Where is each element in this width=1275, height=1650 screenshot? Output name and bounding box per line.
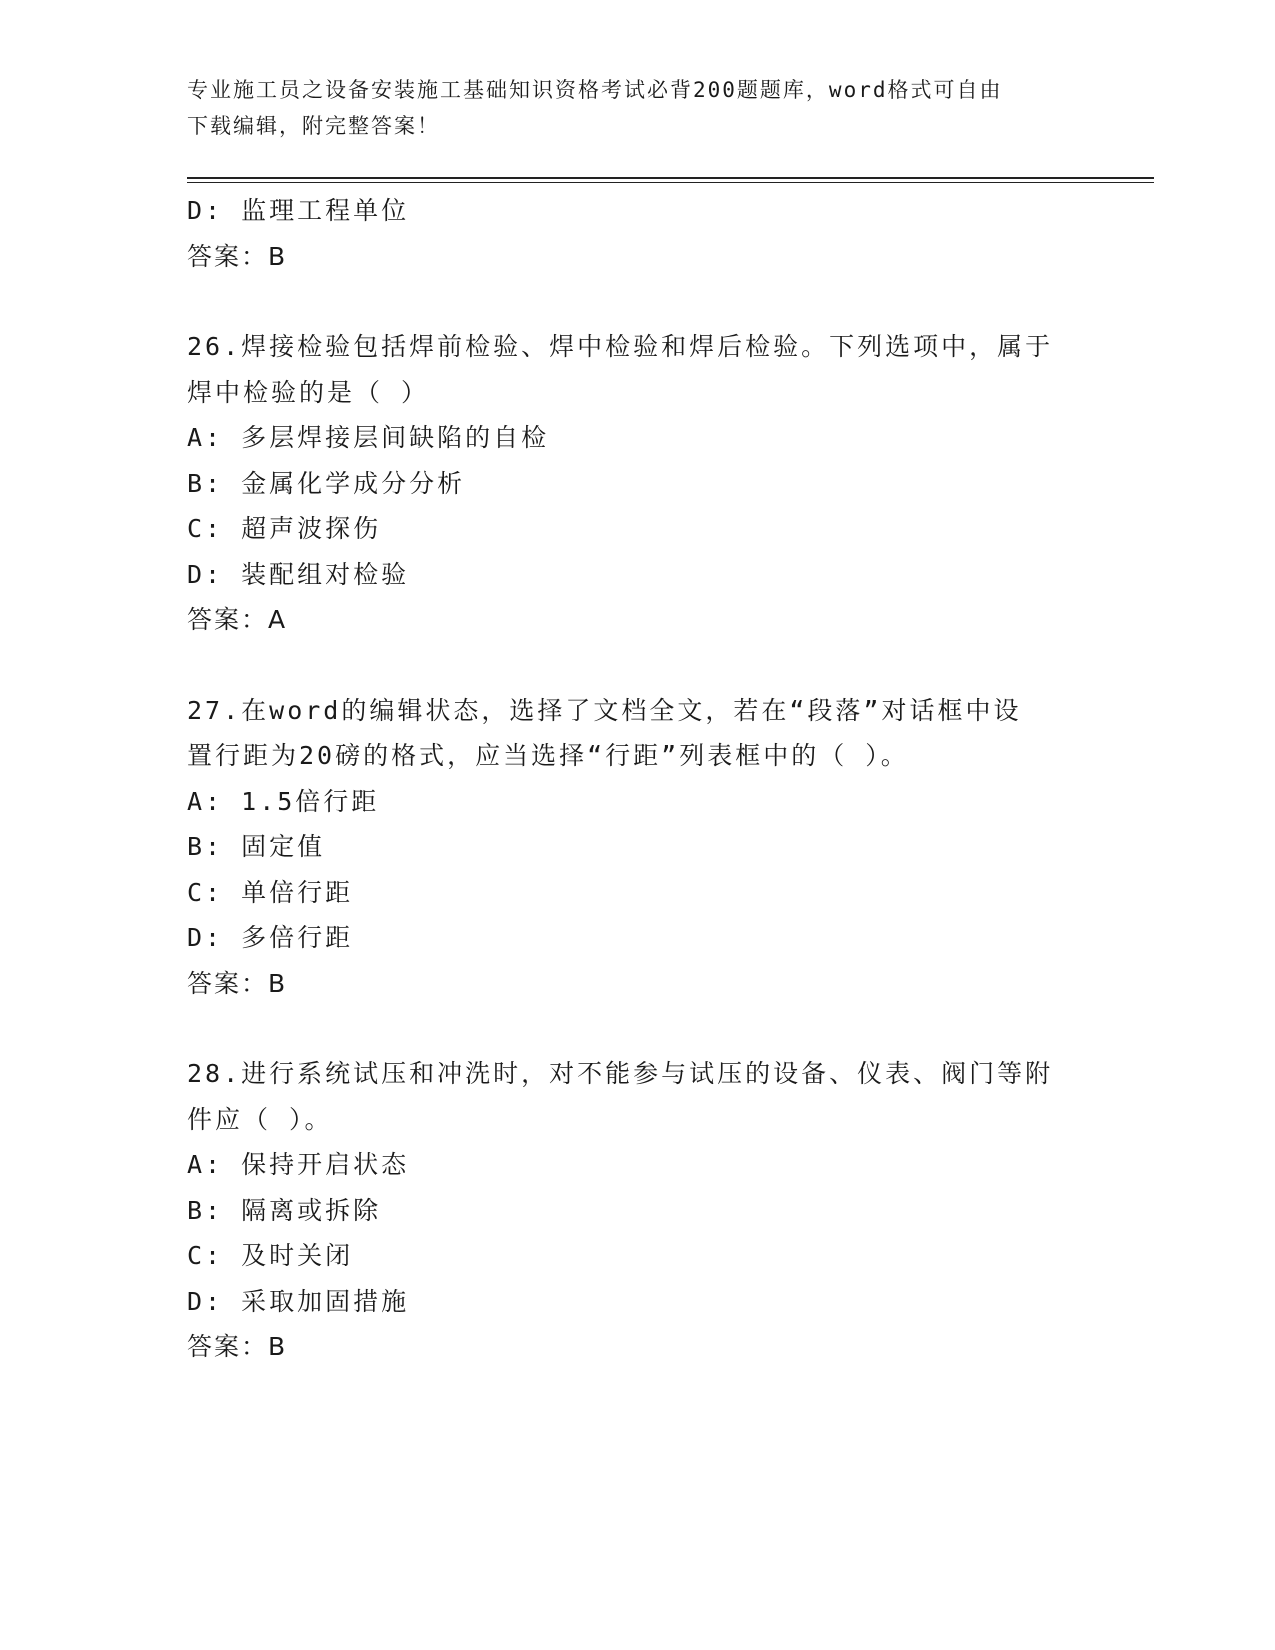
question-stem-cont: 置行距为20磅的格式，应当选择“行距”列表框中的（ ）。 xyxy=(187,741,909,770)
option-a: A: 1.5倍行距 xyxy=(187,786,380,816)
question-stem: 26.焊接检验包括焊前检验、焊中检验和焊后检验。下列选项中，属于 xyxy=(187,332,1054,361)
answer-line: 答案：B xyxy=(187,241,288,271)
option-c: C: 单倍行距 xyxy=(187,877,354,907)
option-d: D: 装配组对检验 xyxy=(187,559,410,589)
spacer xyxy=(187,643,1087,688)
question-stem: 27.在word的编辑状态，选择了文档全文，若在“段落”对话框中设 xyxy=(187,695,1022,725)
header-rule-thick xyxy=(187,177,1154,179)
answer-line: 答案：A xyxy=(187,605,288,634)
question-stem: 28.进行系统试压和冲洗时，对不能参与试压的设备、仪表、阀门等附 xyxy=(187,1059,1054,1088)
page-header xyxy=(187,72,1067,144)
option-d: D: 多倍行距 xyxy=(187,923,354,952)
option-c: C: 超声波探伤 xyxy=(187,514,382,543)
spacer xyxy=(187,279,1087,324)
question-block-25-tail xyxy=(187,188,1087,279)
question-block-27 xyxy=(187,688,1087,1007)
option-d: D: 采取加固措施 xyxy=(187,1286,410,1316)
option-c: C: 及时关闭 xyxy=(187,1241,354,1270)
header-line-2: 下载编辑，附完整答案！ xyxy=(187,114,440,138)
document-body xyxy=(187,188,1087,1370)
question-block-26 xyxy=(187,324,1087,643)
option-d: D: 监理工程单位 xyxy=(187,196,410,225)
answer-line: 答案：B xyxy=(187,968,288,998)
answer-line: 答案：B xyxy=(187,1332,288,1361)
question-block-28 xyxy=(187,1051,1087,1370)
question-stem-cont: 焊中检验的是（ ） xyxy=(187,377,430,407)
header-rule-thin xyxy=(187,182,1154,183)
spacer xyxy=(187,1006,1087,1051)
option-a: A: 多层焊接层间缺陷的自检 xyxy=(187,423,550,452)
header-line-1: 专业施工员之设备安装施工基础知识资格考试必背200题题库，word格式可自由 xyxy=(187,78,1003,102)
option-a: A: 保持开启状态 xyxy=(187,1150,410,1179)
option-b: B: 隔离或拆除 xyxy=(187,1195,382,1225)
option-b: B: 固定值 xyxy=(187,832,326,861)
question-stem-cont: 件应（ ）。 xyxy=(187,1104,333,1134)
option-b: B: 金属化学成分分析 xyxy=(187,468,466,498)
